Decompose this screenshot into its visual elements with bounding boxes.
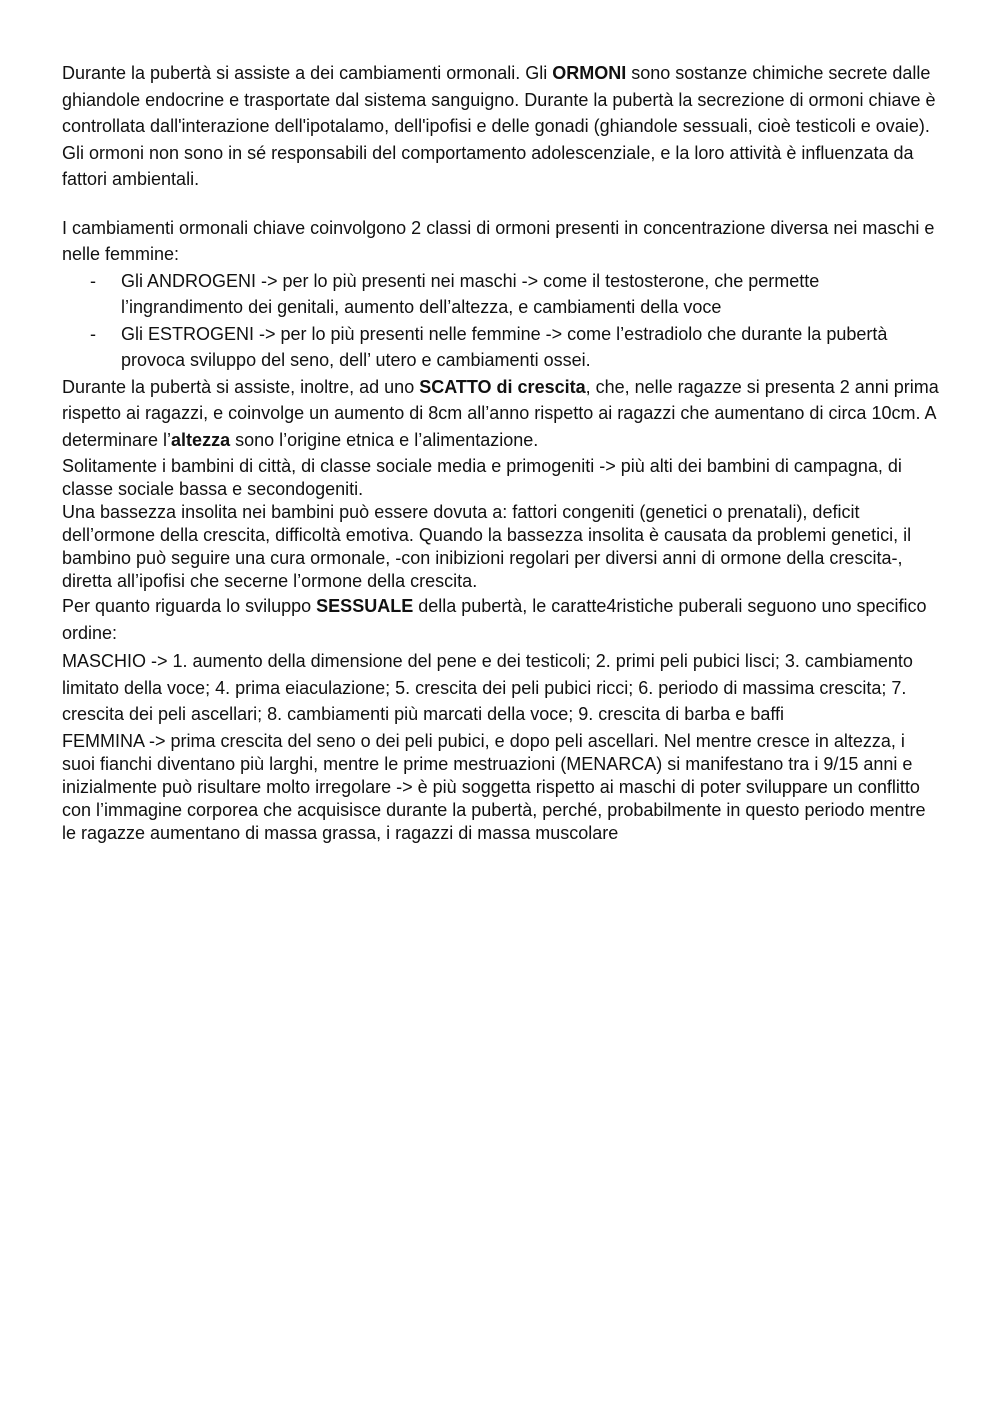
bold-term-scatto: SCATTO di crescita <box>419 376 586 397</box>
bold-term-altezza: altezza <box>171 429 231 450</box>
paragraph-classi-ormoni: I cambiamenti ormonali chiave coinvolgono 2 classi di ormoni presenti in concentrazione diversa nei maschi e nelle femmine: <box>62 217 935 264</box>
list-bullet: - <box>90 270 96 291</box>
paragraph-ormoni <box>62 60 942 193</box>
list-item-estrogeni <box>62 321 942 374</box>
list-item-androgeni <box>62 268 942 321</box>
paragraph-sviluppo-sessuale <box>62 593 942 646</box>
list-bullet: - <box>90 323 96 344</box>
paragraph-text: sono l’origine etnica e l’alimentazione. <box>230 429 539 450</box>
paragraph-maschio: MASCHIO -> 1. aumento della dimensione del pene e dei testicoli; 2. primi peli pubici lisci; 3. cambiamento limitato della voce; 4. prima eiaculazione; 5. crescita dei peli pubici ricci; 6. periodo di massima crescita; 7. crescita dei peli ascellari; 8. cambiamenti più marcati della voce; 9. crescita di barba e baffi <box>62 651 913 724</box>
list-item-text: Gli ESTROGENI -> per lo più presenti nelle femmine -> come l’estradiolo che durante la pubertà provoca sviluppo del seno, dell’ utero e cambiamenti ossei. <box>121 323 888 370</box>
paragraph-scatto-crescita <box>62 374 942 454</box>
hormone-list <box>62 268 942 374</box>
paragraph-bassezza: Una bassezza insolita nei bambini può essere dovuta a: fattori congeniti (genetici o prenatali), deficit dell’ormone della crescita, difficoltà emotiva. Quando la bassezza insolita è causata da problemi genetici, il bambino può seguire una cura ormonale, -con inibizioni regolari per diversi anni di ormone della crescita-, diretta all’ipofisi che secerne l’ormone della crescita. <box>62 502 912 591</box>
bold-term-ormoni: ORMONI <box>552 63 627 83</box>
bold-term-sessuale: SESSUALE <box>316 596 414 616</box>
paragraph-text: sono sostanze chimiche secrete dalle ghiandole endocrine e trasportate dal sistema sanguigno. Durante la pubertà la secrezione di ormoni chiave è controllata dall'interazione dell'ipotalamo, dell'ipofisi e delle gonadi (ghiandole sessuali, cioè testicoli e ovaie). Gli ormoni non sono in sé responsabili del comportamento adolescenziale, e la loro attività è influenzata da fattori ambientali. <box>62 63 936 189</box>
paragraph-text: Durante la pubertà si assiste a dei cambiamenti ormonali. Gli <box>62 63 553 83</box>
document-page <box>62 60 942 845</box>
paragraph-text: Per quanto riguarda lo sviluppo <box>62 596 317 616</box>
paragraph-text: della pubertà, le caratte4ristiche puberali seguono uno specifico ordine: <box>62 596 927 643</box>
paragraph-bambini-citta: Solitamente i bambini di città, di classe sociale media e primogeniti -> più alti dei bambini di campagna, di classe sociale bassa e secondogeniti. <box>62 456 902 499</box>
paragraph-text: , che, nelle ragazze si presenta 2 anni prima rispetto ai ragazzi, e coinvolge un aumento di 8cm all’anno rispetto ai ragazzi che aumentano di circa 10cm. A determinare l’ <box>62 376 939 450</box>
paragraph-femmina: FEMMINA -> prima crescita del seno o dei peli pubici, e dopo peli ascellari. Nel mentre cresce in altezza, i suoi fianchi diventano più larghi, mentre le prime mestruazioni (MENARCA) si manifestano tra i 9/15 anni e inizialmente può risultare molto irregolare -> è più soggetta rispetto ai maschi di poter sviluppare un conflitto con l’immagine corporea che acquisisce durante la pubertà, perché, probabilmente in questo periodo mentre le ragazze aumentano di massa grassa, i ragazzi di massa muscolare <box>62 730 926 843</box>
paragraph-text: Durante la pubertà si assiste, inoltre, ad uno <box>62 376 420 397</box>
list-item-text: Gli ANDROGENI -> per lo più presenti nei maschi -> come il testosterone, che permette l’ingrandimento dei genitali, aumento dell’altezza, e cambiamenti della voce <box>121 270 820 317</box>
